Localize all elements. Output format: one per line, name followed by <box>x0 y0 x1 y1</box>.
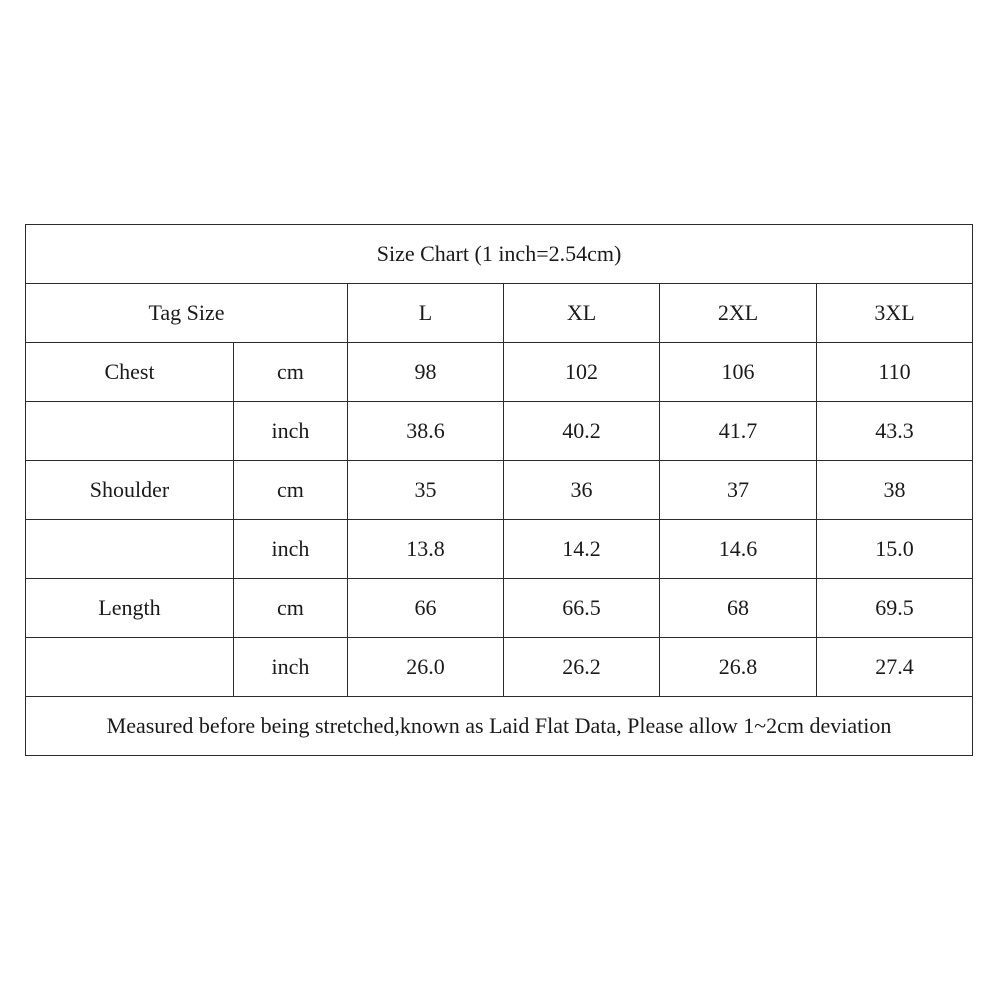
value-cell: 110 <box>817 343 973 402</box>
value-cell: 38.6 <box>348 402 504 461</box>
table-row <box>26 461 973 520</box>
table-row <box>26 520 973 579</box>
value-cell: 40.2 <box>504 402 660 461</box>
value-cell: 36 <box>504 461 660 520</box>
chart-title: Size Chart (1 inch=2.54cm) <box>26 225 973 284</box>
table-row <box>26 579 973 638</box>
unit-label: inch <box>234 520 348 579</box>
unit-label: cm <box>234 461 348 520</box>
value-cell: 26.2 <box>504 638 660 697</box>
measure-label <box>26 402 234 461</box>
value-cell: 26.0 <box>348 638 504 697</box>
measure-label <box>26 520 234 579</box>
size-header-cell: XL <box>504 284 660 343</box>
unit-label: cm <box>234 343 348 402</box>
table-row <box>26 343 973 402</box>
table-row <box>26 402 973 461</box>
value-cell: 14.2 <box>504 520 660 579</box>
value-cell: 102 <box>504 343 660 402</box>
size-header-cell: 3XL <box>817 284 973 343</box>
unit-label: cm <box>234 579 348 638</box>
value-cell: 69.5 <box>817 579 973 638</box>
size-chart-body <box>26 225 973 756</box>
table-row <box>26 638 973 697</box>
header-row <box>26 284 973 343</box>
measure-label: Chest <box>26 343 234 402</box>
unit-label: inch <box>234 638 348 697</box>
value-cell: 38 <box>817 461 973 520</box>
value-cell: 13.8 <box>348 520 504 579</box>
value-cell: 35 <box>348 461 504 520</box>
value-cell: 66.5 <box>504 579 660 638</box>
value-cell: 68 <box>660 579 817 638</box>
value-cell: 43.3 <box>817 402 973 461</box>
value-cell: 37 <box>660 461 817 520</box>
size-chart-table <box>25 224 973 756</box>
value-cell: 15.0 <box>817 520 973 579</box>
value-cell: 66 <box>348 579 504 638</box>
measure-label: Length <box>26 579 234 638</box>
unit-label: inch <box>234 402 348 461</box>
value-cell: 14.6 <box>660 520 817 579</box>
measure-label: Shoulder <box>26 461 234 520</box>
value-cell: 41.7 <box>660 402 817 461</box>
value-cell: 106 <box>660 343 817 402</box>
measure-label <box>26 638 234 697</box>
value-cell: 26.8 <box>660 638 817 697</box>
size-header-cell: L <box>348 284 504 343</box>
note-row <box>26 697 973 756</box>
title-row <box>26 225 973 284</box>
size-header-cell: 2XL <box>660 284 817 343</box>
value-cell: 27.4 <box>817 638 973 697</box>
value-cell: 98 <box>348 343 504 402</box>
measurement-note: Measured before being stretched,known as Laid Flat Data, Please allow 1~2cm deviation <box>26 697 973 756</box>
tag-size-label: Tag Size <box>26 284 348 343</box>
